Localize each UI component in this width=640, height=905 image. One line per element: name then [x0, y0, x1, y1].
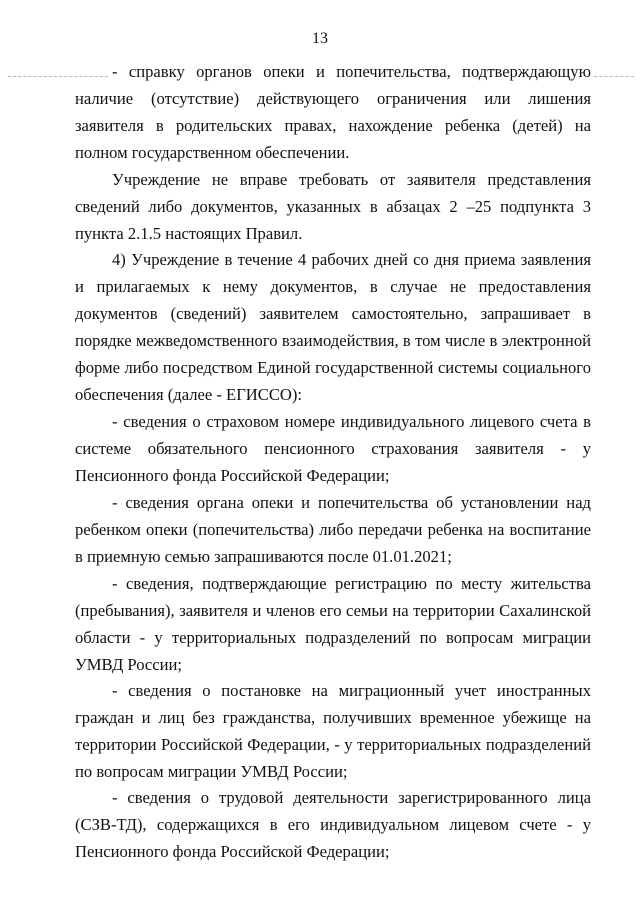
paragraph-no-requirement: Учреждение не вправе требовать от заявителя представления сведений либо документов, указанных в абзацах 2 –25 подпункта 3 пункта 2.1.5 настоящих Правил. — [75, 170, 591, 243]
paragraph-interagency-request: 4) Учреждение в течение 4 рабочих дней со дня приема заявления и прилагаемых к нему документов, в случае не предоставления документов (сведений) заявителем самостоятельно, запрашивает в порядке межведомственного взаимодействия, в том числе в электронной форме либо посредством Единой государственной системы социального обеспечения (далее - ЕГИССО): — [75, 250, 591, 404]
paragraph-snils: - сведения о страховом номере индивидуального лицевого счета в системе обязательного пенсионного страхования заявителя - у Пенсионного фонда Российской Федерации; — [75, 412, 591, 485]
paragraph-registration: - сведения, подтверждающие регистрацию по месту жительства (пребывания), заявителя и членов его семьи на территории Сахалинской области - у территориальных подразделений по вопросам миграции УМВД России; — [75, 574, 591, 674]
scan-artifact — [594, 76, 634, 79]
paragraph-guardianship-certificate: - справку органов опеки и попечительства, подтверждающую наличие (отсутствие) действующего ограничения или лишения заявителя в родительских правах, нахождение ребенка (детей) на полном государственном обеспечении. — [75, 62, 591, 162]
paragraph-labor-activity: - сведения о трудовой деятельности зарегистрированного лица (СЗВ-ТД), содержащихся в его индивидуальном лицевом счете - у Пенсионного фонда Российской Федерации; — [75, 788, 591, 861]
paragraph-guardianship-info: - сведения органа опеки и попечительства об установлении над ребенком опеки (попечительства) либо передачи ребенка на воспитание в приемную семью запрашиваются после 01.01.2021; — [75, 493, 591, 566]
paragraph-migration: - сведения о постановке на миграционный учет иностранных граждан и лиц без гражданства, получивших временное убежище на территории Российской Федерации, - у территориальных подразделений по вопросам миграции УМВД России; — [75, 681, 591, 781]
page-number: 13 — [312, 30, 328, 47]
